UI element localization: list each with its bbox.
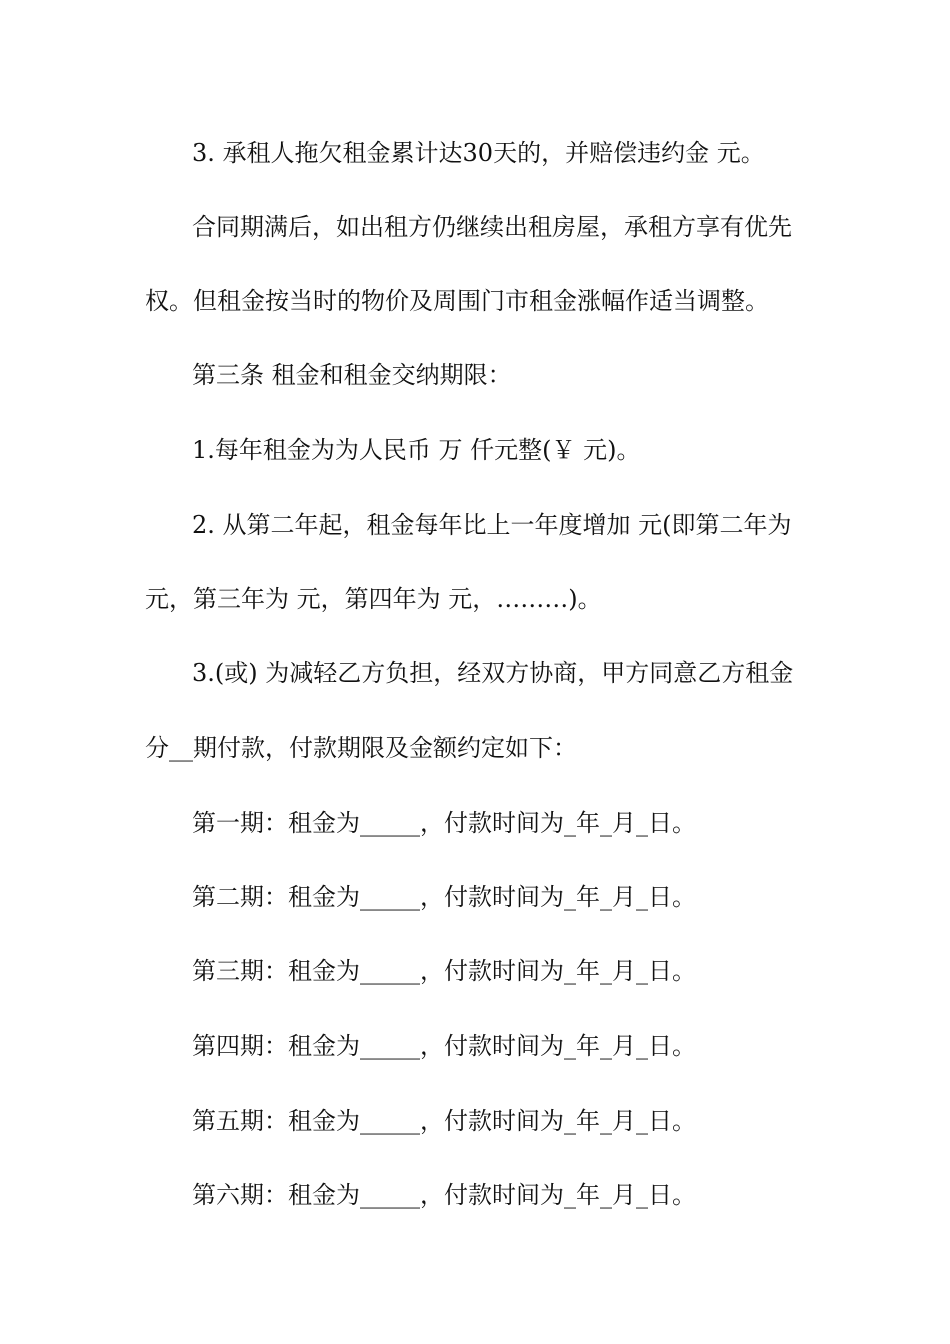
clause-3-penalty-line: 3. 承租人拖欠租金累计达30天的，并赔偿违约金 元。 xyxy=(192,139,765,167)
installment-paragraph-line-2: 分__期付款，付款期限及金额约定如下： xyxy=(145,734,577,762)
installment-2-line: 第二期：租金为_____，付款时间为_年_月_日。 xyxy=(192,883,696,911)
article-3-heading: 第三条 租金和租金交纳期限： xyxy=(192,361,512,389)
installment-paragraph-line-1: 3.(或) 为减轻乙方负担，经双方协商，甲方同意乙方租金 xyxy=(192,659,794,687)
renewal-paragraph-line-1: 合同期满后，如出租方仍继续出租房屋，承租方享有优先 xyxy=(192,213,792,241)
rent-increase-line-1: 2. 从第二年起，租金每年比上一年度增加 元(即第二年为 xyxy=(192,511,792,539)
installment-4-line: 第四期：租金为_____，付款时间为_年_月_日。 xyxy=(192,1032,696,1060)
annual-rent-line: 1.每年租金为为人民币 万 仟元整(￥ 元)。 xyxy=(192,436,641,464)
rent-increase-line-2: 元，第三年为 元，第四年为 元，………)。 xyxy=(145,585,602,613)
installment-1-line: 第一期：租金为_____，付款时间为_年_月_日。 xyxy=(192,809,696,837)
installment-5-line: 第五期：租金为_____，付款时间为_年_月_日。 xyxy=(192,1107,696,1135)
installment-3-line: 第三期：租金为_____，付款时间为_年_月_日。 xyxy=(192,957,696,985)
installment-6-line: 第六期：租金为_____，付款时间为_年_月_日。 xyxy=(192,1181,696,1209)
renewal-paragraph-line-2: 权。但租金按当时的物价及周围门市租金涨幅作适当调整。 xyxy=(145,287,769,315)
